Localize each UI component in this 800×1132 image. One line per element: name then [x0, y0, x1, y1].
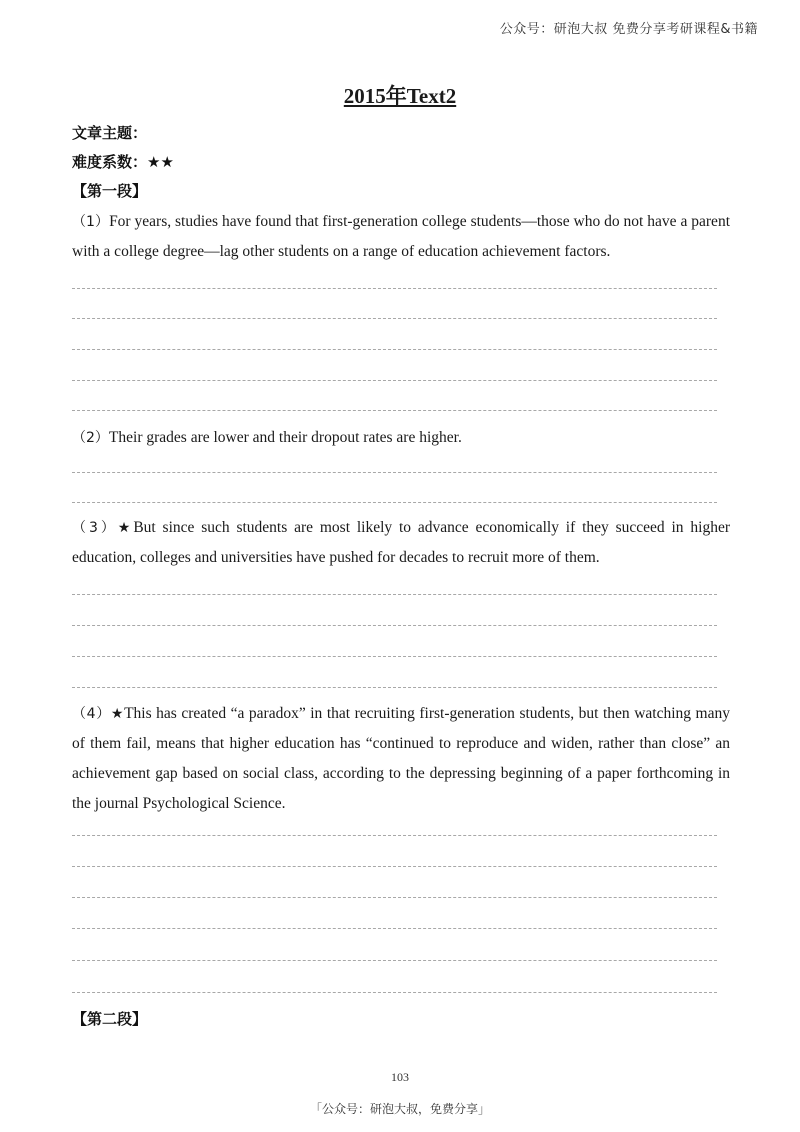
answer-line	[72, 687, 717, 688]
section-label-1: 【第一段】	[72, 182, 148, 200]
answer-line	[72, 349, 717, 350]
difficulty-label: 难度系数：	[72, 153, 148, 171]
sentence-text: Their grades are lower and their dropout rates are higher.	[108, 429, 462, 446]
header-watermark: 公众号：研泡大叔 免费分享考研课程&书籍	[499, 22, 758, 37]
answer-line	[72, 835, 717, 836]
answer-line	[72, 897, 717, 898]
topic-label: 文章主题：	[72, 124, 148, 142]
answer-line	[72, 625, 717, 626]
page-number: 103	[391, 1070, 409, 1084]
page-title: 2015年Text2	[343, 84, 457, 108]
sentence-4	[72, 699, 730, 819]
sentence-number: （3）	[72, 520, 118, 536]
sentence-number: （4）	[72, 706, 111, 722]
answer-line	[72, 472, 717, 473]
difficulty-stars: ★★	[147, 153, 174, 171]
difficulty-row	[72, 151, 174, 172]
answer-line	[72, 594, 717, 595]
answer-line	[72, 928, 717, 929]
sentence-text: For years, studies have found that first-generation college students—those who do not have a parent with a college degree—lag other students on a range of education achievement factors.	[72, 213, 730, 260]
sentence-text: But since such students are most likely to advance economically if they succeed in higher education, colleges and universities have pushed for decades to recruit more of them.	[72, 519, 730, 566]
sentence-2	[72, 423, 730, 453]
answer-line	[72, 866, 717, 867]
sentence-number: （1）	[72, 214, 110, 230]
star-icon: ★	[110, 706, 125, 722]
sentence-1	[72, 207, 730, 267]
star-icon: ★	[117, 520, 134, 536]
answer-line	[72, 960, 717, 961]
sentence-3	[72, 513, 730, 573]
answer-line	[72, 318, 717, 319]
section-label-2: 【第二段】	[72, 1010, 148, 1028]
answer-line	[72, 656, 717, 657]
footer-watermark: 「公众号：研泡大叔，免费分享」	[309, 1102, 490, 1116]
sentence-text: This has created “a paradox” in that recruiting first-generation students, but then watching many of them fail, means that higher education has “continued to reproduce and widen, rather than close” an achievement gap based on social class, according to the depressing beginning of a paper forthcoming in the journal Psychological Science.	[72, 705, 730, 812]
answer-line	[72, 992, 717, 993]
answer-line	[72, 502, 717, 503]
answer-line	[72, 380, 717, 381]
answer-line	[72, 410, 717, 411]
answer-line	[72, 288, 717, 289]
sentence-number: （2）	[72, 430, 109, 446]
